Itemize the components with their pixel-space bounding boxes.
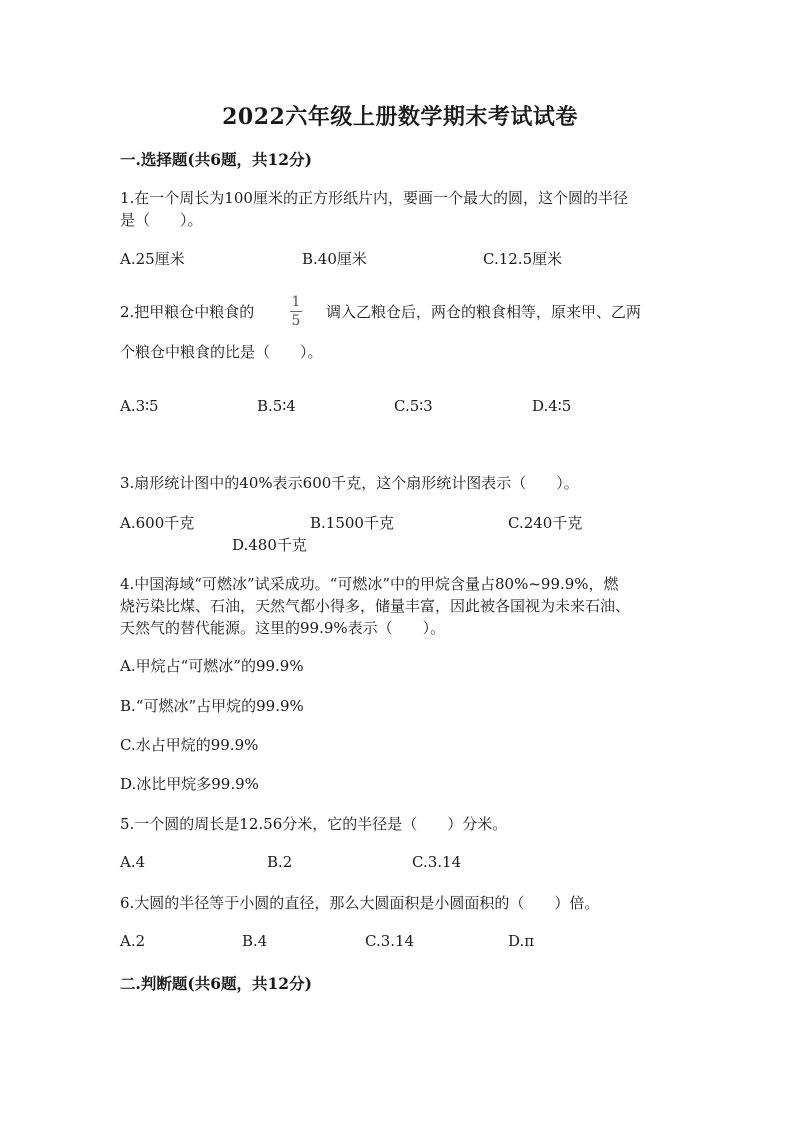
question-2-option-a: A.3∶5 bbox=[120, 397, 159, 415]
question-6-option-d: D.π bbox=[508, 932, 535, 950]
question-6-option-b: B.4 bbox=[242, 932, 268, 950]
question-2-line-2: 个粮仓中粮食的比是（ ）。 bbox=[120, 343, 323, 361]
fraction-bar bbox=[290, 311, 302, 312]
question-6-option-c: C.3.14 bbox=[365, 932, 415, 950]
question-3-option-c: C.240千克 bbox=[508, 514, 583, 532]
question-3-option-d: D.480千克 bbox=[232, 536, 307, 554]
question-5-option-a: A.4 bbox=[120, 853, 146, 871]
question-4-option-d: D.冰比甲烷多99.9% bbox=[120, 775, 259, 793]
question-4-line-3: 天然气的替代能源。这里的99.9%表示（ ）。 bbox=[120, 619, 446, 637]
fraction-numerator: 1 bbox=[291, 294, 301, 310]
question-6-option-a: A.2 bbox=[120, 932, 146, 950]
question-2-option-c: C.5∶3 bbox=[394, 397, 433, 415]
question-4-line-2: 烧污染比煤、石油，天然气都小得多，储量丰富，因此被各国视为未来石油、 bbox=[120, 597, 631, 615]
question-2-prefix: 2.把甲粮仓中粮食的 bbox=[120, 303, 255, 321]
question-3-option-a: A.600千克 bbox=[120, 514, 195, 532]
question-1-line-1: 1.在一个周长为100厘米的正方形纸片内，要画一个最大的圆，这个圆的半径 bbox=[120, 189, 628, 207]
question-2-option-d: D.4∶5 bbox=[532, 397, 572, 415]
section-heading-choice: 一.选择题(共6题，共12分) bbox=[120, 150, 312, 169]
question-3-option-b: B.1500千克 bbox=[310, 514, 394, 532]
question-6-line-1: 6.大圆的半径等于小圆的直径，那么大圆面积是小圆面积的（ ）倍。 bbox=[120, 894, 600, 912]
section-heading-judgement: 二.判断题(共6题，共12分) bbox=[120, 974, 312, 993]
question-4-option-a: A.甲烷占“可燃冰”的99.9% bbox=[120, 657, 304, 675]
question-3-line-1: 3.扇形统计图中的40%表示600千克，这个扇形统计图表示（ ）。 bbox=[120, 474, 579, 492]
question-5-line-1: 5.一个圆的周长是12.56分米，它的半径是（ ）分米。 bbox=[120, 815, 508, 833]
fraction-denominator: 5 bbox=[291, 313, 301, 329]
question-5-option-b: B.2 bbox=[267, 853, 293, 871]
question-1-line-2: 是（ ）。 bbox=[120, 211, 203, 229]
page-title: 2022六年级上册数学期末考试试卷 bbox=[222, 104, 578, 130]
question-2-option-b: B.5∶4 bbox=[257, 397, 296, 415]
question-1-option-c: C.12.5厘米 bbox=[483, 250, 563, 268]
question-2-suffix: 调入乙粮仓后，两仓的粮食相等，原来甲、乙两 bbox=[326, 303, 642, 321]
question-4-option-c: C.水占甲烷的99.9% bbox=[120, 736, 259, 754]
question-5-option-c: C.3.14 bbox=[412, 853, 462, 871]
question-2-fraction bbox=[290, 294, 302, 329]
question-1-option-b: B.40厘米 bbox=[302, 250, 367, 268]
question-4-line-1: 4.中国海域“可燃冰”试采成功。“可燃冰”中的甲烷含量占80%~99.9%，燃 bbox=[120, 575, 619, 593]
question-4-option-b: B.“可燃冰”占甲烷的99.9% bbox=[120, 697, 304, 715]
question-1-option-a: A.25厘米 bbox=[120, 250, 185, 268]
